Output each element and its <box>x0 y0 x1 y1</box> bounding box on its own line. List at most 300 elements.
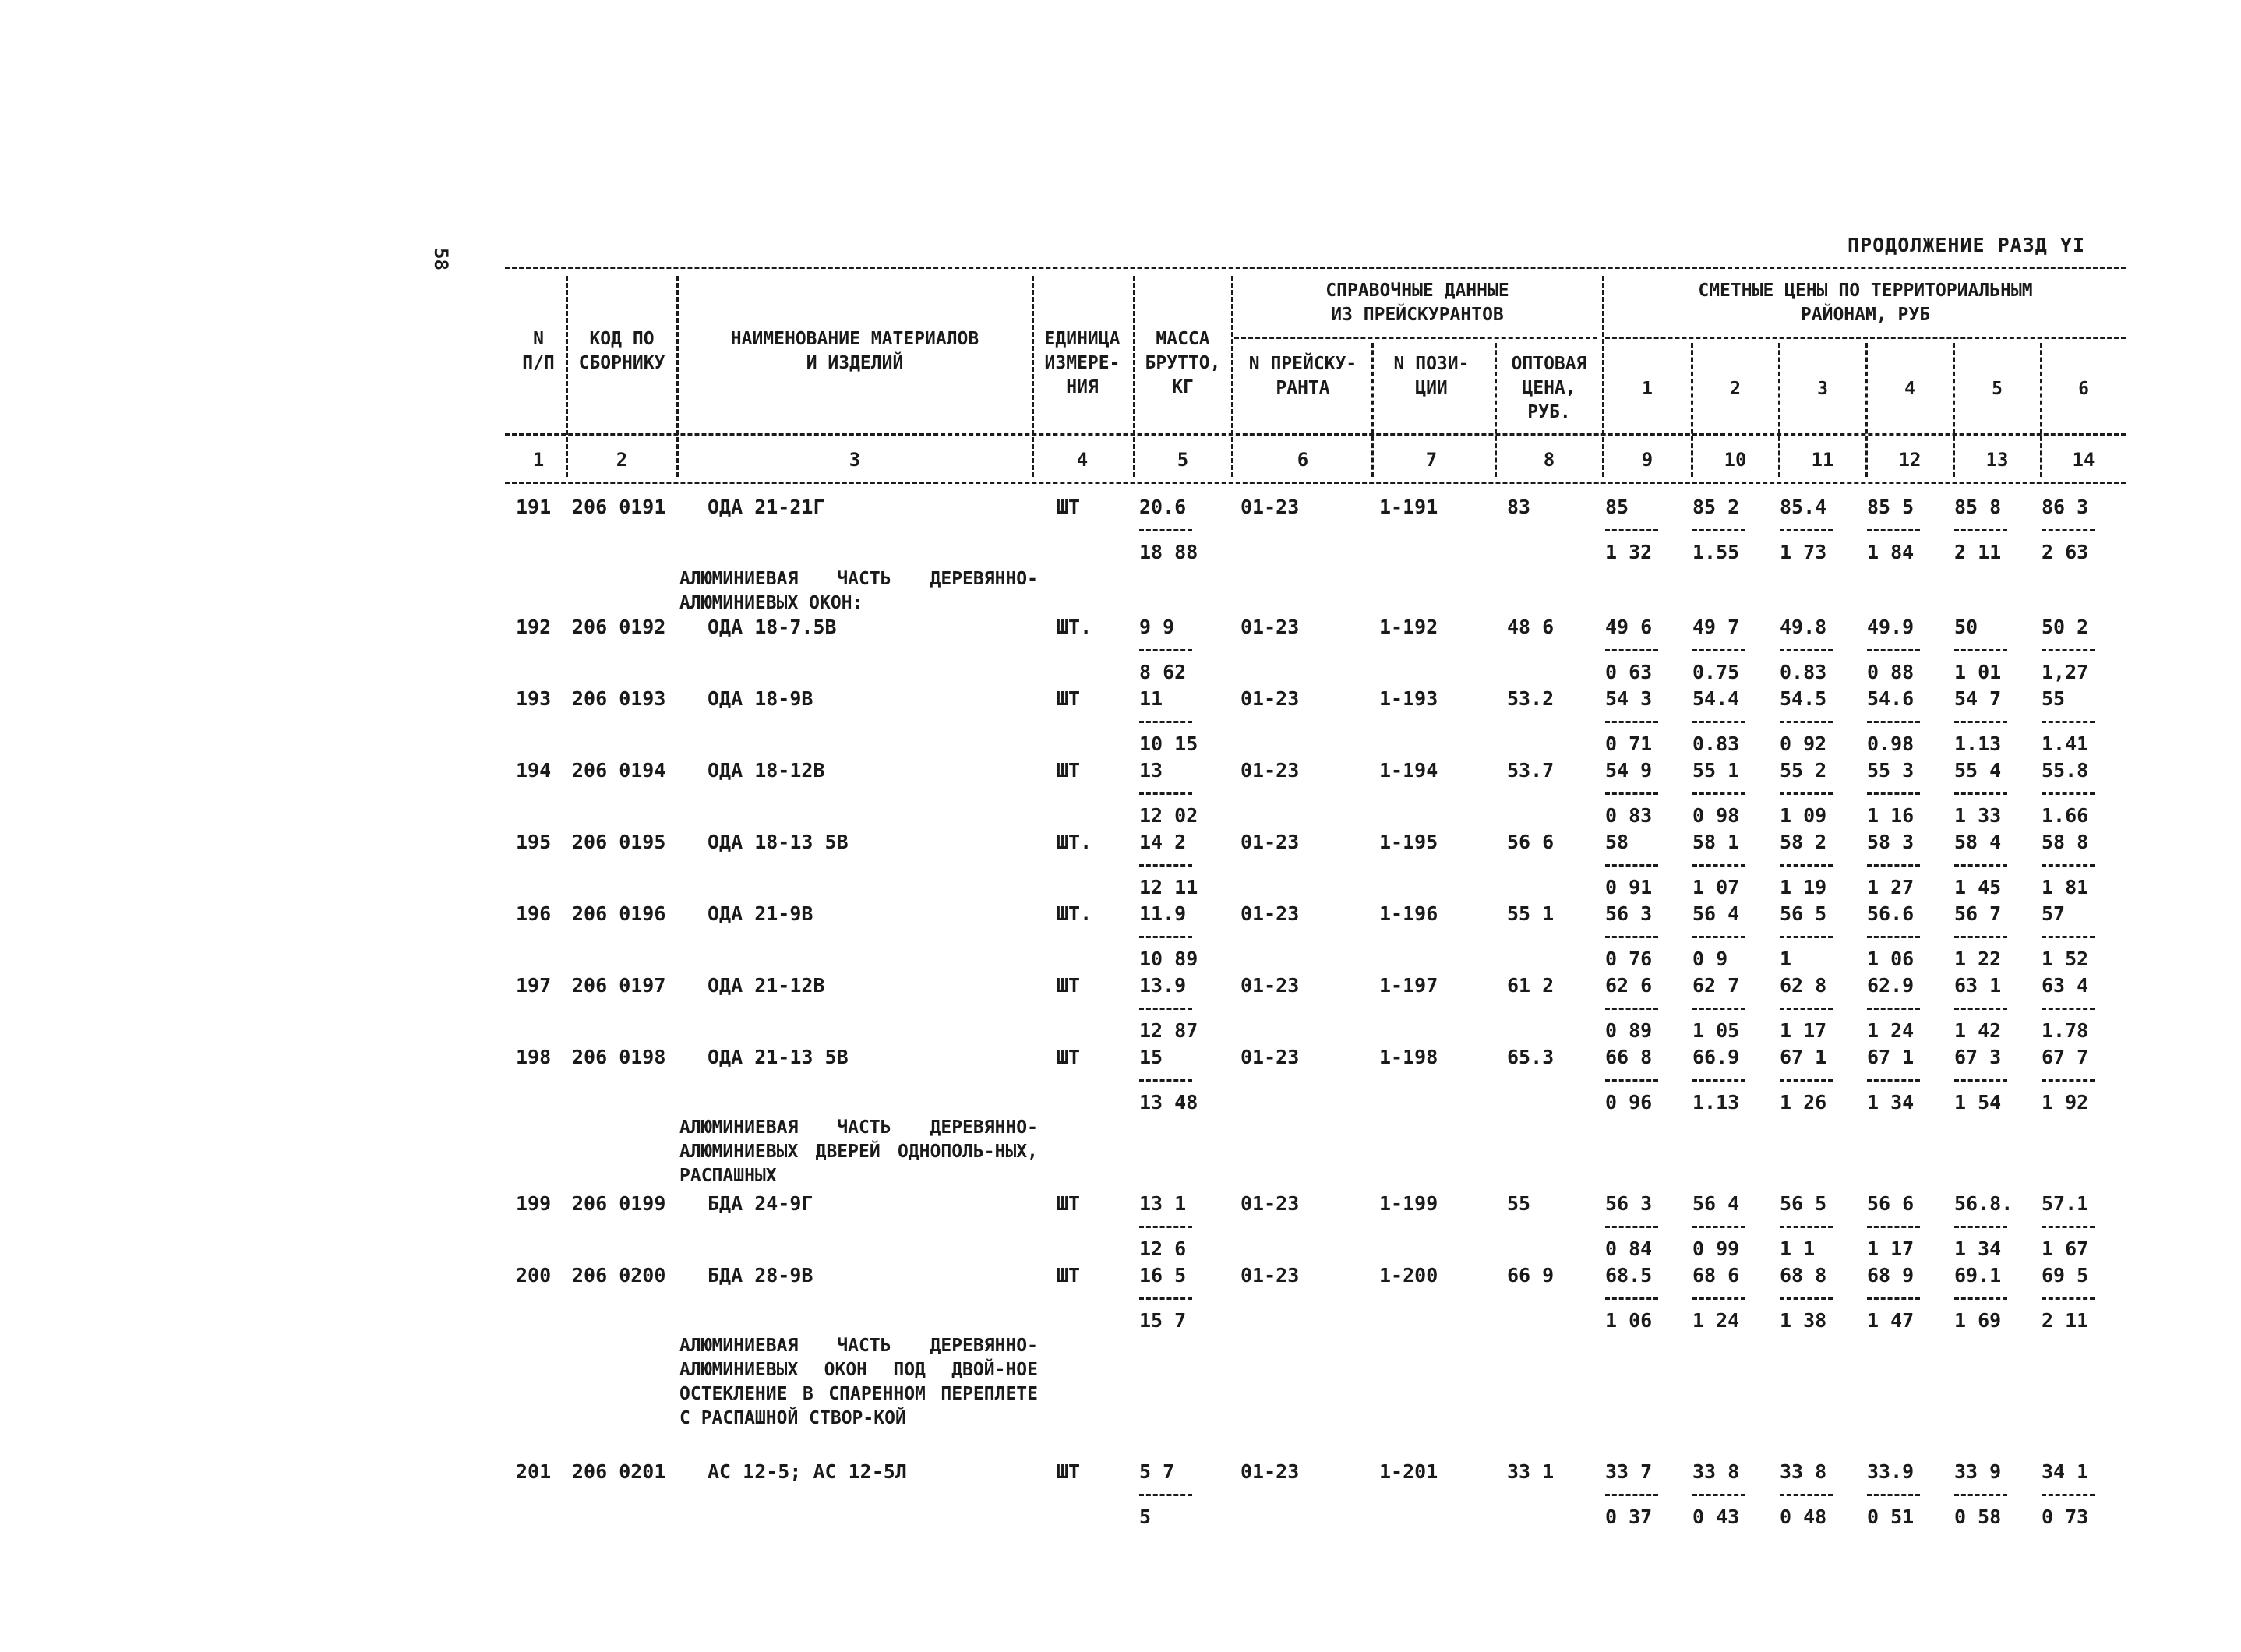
row-region-price-top: 68.5 <box>1605 1264 1653 1287</box>
row-region-price <box>2042 1264 2095 1332</box>
fraction-bar <box>2042 936 2095 938</box>
fraction-bar <box>1867 529 1920 531</box>
fraction-bar <box>1867 1008 1920 1010</box>
row-mass-top: 20.6 <box>1139 496 1187 518</box>
header-bottom-rule <box>505 433 2126 436</box>
row-unit: ШТ. <box>1057 902 1092 925</box>
row-region-price-top: 63 1 <box>1954 974 2002 997</box>
row-position: 1-191 <box>1379 496 1438 518</box>
row-region-price <box>1605 496 1658 563</box>
row-region-price-bottom: 1.55 <box>1692 541 1740 563</box>
section-continuation-title: ПРОДОЛЖЕНИЕ РАЗД YI <box>1848 234 2085 256</box>
row-region-price-top: 67 1 <box>1867 1046 1915 1068</box>
row-region-price-bottom: 2 11 <box>1954 541 2002 563</box>
row-number: 194 <box>516 759 552 782</box>
header-np: N П/П <box>522 329 555 373</box>
fraction-bar <box>1780 721 1833 723</box>
fraction-bar <box>1954 1226 2007 1228</box>
header-region: 4 <box>1904 379 1915 399</box>
row-region-price <box>1780 902 1833 970</box>
row-region-price-bottom: 1 52 <box>2042 948 2089 970</box>
row-region-price-bottom: 0.83 <box>1692 732 1740 755</box>
fraction-bar <box>1780 529 1833 531</box>
fraction-bar <box>1605 1008 1658 1010</box>
row-region-price-bottom: 1 17 <box>1867 1237 1915 1260</box>
row-region-price-top: 68 6 <box>1692 1264 1740 1287</box>
row-region-price-bottom: 1 47 <box>1867 1309 1915 1332</box>
row-region-price <box>1692 1046 1745 1114</box>
group-prices-rule <box>1605 337 2126 339</box>
fraction-bar <box>1692 1079 1745 1082</box>
column-number: 6 <box>1297 449 1309 471</box>
row-wholesale: 65.3 <box>1507 1046 1555 1068</box>
row-region-price-top: 62 7 <box>1692 974 1740 997</box>
row-mass <box>1139 902 1198 970</box>
row-mass-top: 13 1 <box>1139 1192 1187 1215</box>
row-mass-bottom: 13 48 <box>1139 1091 1198 1114</box>
fraction-bar <box>1954 649 2007 651</box>
row-region-price-bottom: 1 01 <box>1954 661 2002 683</box>
row-region-price <box>1867 1460 1920 1528</box>
row-pricelist: 01-23 <box>1240 759 1300 782</box>
row-position: 1-200 <box>1379 1264 1438 1287</box>
fraction-bar <box>1692 864 1745 867</box>
row-name: ОДА 18-13 5В <box>708 831 849 853</box>
row-region-price-top: 55 4 <box>1954 759 2002 782</box>
fraction-bar <box>1139 1008 1192 1010</box>
row-name: АС 12-5; АС 12-5Л <box>708 1460 907 1483</box>
row-region-price-bottom: 1 16 <box>1867 804 1915 827</box>
row-position: 1-197 <box>1379 974 1438 997</box>
fraction-bar <box>1867 1079 1920 1082</box>
row-code: 206 0196 <box>572 902 666 925</box>
row-position: 1-195 <box>1379 831 1438 853</box>
header-unit: ЕДИНИЦА ИЗМЕРЕ- НИЯ <box>1044 329 1120 397</box>
row-number: 195 <box>516 831 552 853</box>
column-number: 9 <box>1641 449 1653 471</box>
row-name: ОДА 18-12В <box>708 759 825 782</box>
row-region-price-top: 49.9 <box>1867 616 1915 638</box>
row-mass <box>1139 1192 1192 1260</box>
fraction-bar <box>1954 1297 2007 1300</box>
row-region-price-top: 58 <box>1605 831 1629 853</box>
row-region-price-top: 50 <box>1954 616 1978 638</box>
row-mass-bottom: 10 89 <box>1139 948 1198 970</box>
row-region-price-top: 63 4 <box>2042 974 2089 997</box>
row-region-price-top: 56 3 <box>1605 902 1653 925</box>
column-number: 3 <box>849 449 861 471</box>
row-region-price-bottom: 1,27 <box>2042 661 2089 683</box>
row-region-price <box>1605 616 1658 683</box>
row-region-price-top: 54.4 <box>1692 687 1740 710</box>
row-region-price <box>1954 616 2007 683</box>
row-unit: ШТ <box>1057 1192 1081 1215</box>
row-code: 206 0193 <box>572 687 666 710</box>
fraction-bar <box>1139 936 1192 938</box>
fraction-bar <box>1780 1297 1833 1300</box>
column-number-rule <box>505 482 2126 484</box>
row-pricelist: 01-23 <box>1240 687 1300 710</box>
row-region-price-top: 54.6 <box>1867 687 1915 710</box>
column-number: 2 <box>616 449 628 471</box>
fraction-bar <box>1867 864 1920 867</box>
fraction-bar <box>2042 721 2095 723</box>
row-region-price-bottom: 0.75 <box>1692 661 1740 683</box>
row-mass <box>1139 1264 1192 1332</box>
row-region-price-top: 50 2 <box>2042 616 2089 638</box>
row-region-price-bottom: 0.98 <box>1867 732 1915 755</box>
row-region-price-bottom: 1.13 <box>1692 1091 1740 1114</box>
row-region-price-top: 58 2 <box>1780 831 1827 853</box>
row-name: ОДА 21-13 5В <box>708 1046 849 1068</box>
row-region-price <box>2042 687 2095 755</box>
row-region-price-bottom: 1 27 <box>1867 876 1915 898</box>
header-mass: МАССА БРУТТО, КГ <box>1145 329 1221 397</box>
row-region-price <box>1605 902 1658 970</box>
row-code: 206 0200 <box>572 1264 666 1287</box>
fraction-bar <box>1605 1226 1658 1228</box>
row-region-price-bottom: 2 63 <box>2042 541 2089 563</box>
fraction-bar <box>1139 1079 1192 1082</box>
row-region-price-bottom: 1 45 <box>1954 876 2002 898</box>
row-region-price <box>1867 974 1920 1042</box>
fraction-bar <box>1867 721 1920 723</box>
row-unit: ШТ <box>1057 496 1081 518</box>
row-region-price-top: 62 8 <box>1780 974 1827 997</box>
row-position: 1-199 <box>1379 1192 1438 1215</box>
fraction-bar <box>1139 1494 1192 1496</box>
fraction-bar <box>1954 721 2007 723</box>
column-number: 14 <box>2072 449 2095 471</box>
fraction-bar <box>1605 864 1658 867</box>
row-region-price <box>1605 1192 1658 1260</box>
row-position: 1-194 <box>1379 759 1438 782</box>
fraction-bar <box>1780 1494 1833 1496</box>
fraction-bar <box>1780 1079 1833 1082</box>
row-name: БДА 24-9Г <box>708 1192 813 1215</box>
fraction-bar <box>1954 1494 2007 1496</box>
row-region-price-top: 58 3 <box>1867 831 1915 853</box>
row-region-price <box>1867 1192 1920 1260</box>
row-code: 206 0195 <box>572 831 666 853</box>
row-mass <box>1139 496 1198 563</box>
row-mass <box>1139 1046 1198 1114</box>
fraction-bar <box>2042 864 2095 867</box>
fraction-bar <box>2042 1494 2095 1496</box>
column-number: 4 <box>1076 449 1089 471</box>
row-mass-top: 5 7 <box>1139 1460 1175 1483</box>
section-heading: АЛЮМИНИЕВАЯ ЧАСТЬ ДЕРЕВЯННО-АЛЮМИНИЕВЫХ ОКОН ПОД ДВОЙ-НОЕ ОСТЕКЛЕНИЕ В СПАРЕННОМ ПЕРЕПЛЕТЕ С РАСПАШНОЙ СТВОР-КОЙ <box>679 1336 1038 1428</box>
row-region-price <box>2042 974 2095 1042</box>
row-region-price-bottom: 1 19 <box>1780 876 1827 898</box>
row-region-price-bottom: 1 42 <box>1954 1019 2002 1042</box>
row-mass-bottom: 5 <box>1139 1506 1152 1528</box>
column-number: 10 <box>1724 449 1747 471</box>
row-region-price-top: 56.6 <box>1867 902 1915 925</box>
row-region-price <box>1605 974 1658 1042</box>
row-region-price-bottom: 1 06 <box>1605 1309 1653 1332</box>
row-region-price-bottom: 0 48 <box>1780 1506 1827 1528</box>
row-name: БДА 28-9В <box>708 1264 813 1287</box>
row-region-price <box>2042 1460 2095 1528</box>
row-mass-top: 15 <box>1139 1046 1163 1068</box>
header-position: N ПОЗИ- ЦИИ <box>1393 354 1470 398</box>
row-mass-top: 13.9 <box>1139 974 1187 997</box>
row-region-price <box>2042 1192 2095 1260</box>
row-region-price-bottom: 0 63 <box>1605 661 1653 683</box>
row-region-price-bottom: 0 92 <box>1780 732 1827 755</box>
row-region-price-top: 55 2 <box>1780 759 1827 782</box>
row-region-price <box>1692 1460 1745 1528</box>
fraction-bar <box>1954 529 2007 531</box>
page-number: 58 <box>430 248 452 270</box>
row-region-price-top: 67 7 <box>2042 1046 2089 1068</box>
fraction-bar <box>1605 1297 1658 1300</box>
fraction-bar <box>1139 721 1192 723</box>
fraction-bar <box>1692 529 1745 531</box>
row-region-price <box>1954 1046 2007 1114</box>
row-pricelist: 01-23 <box>1240 616 1300 638</box>
fraction-bar <box>2042 1297 2095 1300</box>
row-region-price-bottom: 1.78 <box>2042 1019 2089 1042</box>
row-unit: ШТ <box>1057 687 1081 710</box>
row-region-price <box>1780 759 1833 827</box>
row-region-price <box>1867 616 1920 683</box>
row-region-price-bottom: 0 98 <box>1692 804 1740 827</box>
row-region-price-top: 54 9 <box>1605 759 1653 782</box>
row-region-price-top: 66 8 <box>1605 1046 1653 1068</box>
row-region-price <box>1605 1046 1658 1114</box>
row-region-price-bottom: 0 99 <box>1692 1237 1740 1260</box>
row-region-price-top: 69.1 <box>1954 1264 2002 1287</box>
row-region-price <box>2042 496 2095 563</box>
row-region-price <box>1954 974 2007 1042</box>
row-region-price-top: 33 8 <box>1780 1460 1827 1483</box>
row-region-price-bottom: 1 92 <box>2042 1091 2089 1114</box>
row-region-price-bottom: 1 05 <box>1692 1019 1740 1042</box>
column-number: 1 <box>532 449 545 471</box>
row-region-price <box>1867 902 1920 970</box>
row-region-price-top: 67 1 <box>1780 1046 1827 1068</box>
fraction-bar <box>1139 1226 1192 1228</box>
fraction-bar <box>1780 1226 1833 1228</box>
fraction-bar <box>1692 649 1745 651</box>
row-region-price-bottom: 1 34 <box>1867 1091 1915 1114</box>
fraction-bar <box>1692 1494 1745 1496</box>
section-heading: АЛЮМИНИЕВАЯ ЧАСТЬ ДЕРЕВЯННО-АЛЮМИНИЕВЫХ ОКОН: <box>679 569 1038 613</box>
row-unit: ШТ <box>1057 1460 1081 1483</box>
row-number: 201 <box>516 1460 552 1483</box>
row-mass-top: 16 5 <box>1139 1264 1187 1287</box>
fraction-bar <box>1605 1079 1658 1082</box>
row-region-price-bottom: 1 32 <box>1605 541 1653 563</box>
header-top-rule <box>505 267 2126 269</box>
row-mass-bottom: 8 62 <box>1139 661 1187 683</box>
header-region: 5 <box>1992 379 2003 399</box>
row-region-price <box>1780 1046 1833 1114</box>
col-separator <box>566 276 568 477</box>
fraction-bar <box>1605 792 1658 795</box>
row-mass-top: 13 <box>1139 759 1163 782</box>
row-mass-bottom: 15 7 <box>1139 1309 1187 1332</box>
row-mass-top: 11 <box>1139 687 1163 710</box>
row-region-price <box>1692 974 1745 1042</box>
row-region-price <box>1692 831 1745 898</box>
fraction-bar <box>2042 792 2095 795</box>
row-number: 200 <box>516 1264 552 1287</box>
row-name: ОДА 21-21Г <box>708 496 825 518</box>
row-wholesale: 66 9 <box>1507 1264 1555 1287</box>
header-region: 2 <box>1730 379 1741 399</box>
fraction-bar <box>1867 792 1920 795</box>
row-region-price <box>2042 759 2095 827</box>
row-region-price-bottom: 1 09 <box>1780 804 1827 827</box>
row-region-price-bottom: 0 76 <box>1605 948 1653 970</box>
header-region: 3 <box>1817 379 1828 399</box>
row-region-price-top: 66.9 <box>1692 1046 1740 1068</box>
row-region-price <box>1605 831 1658 898</box>
row-region-price-bottom: 0.83 <box>1780 661 1827 683</box>
row-wholesale: 83 <box>1507 496 1531 518</box>
row-pricelist: 01-23 <box>1240 1046 1300 1068</box>
row-region-price-top: 56 3 <box>1605 1192 1653 1215</box>
row-region-price-top: 56 4 <box>1692 1192 1740 1215</box>
row-region-price-top: 69 5 <box>2042 1264 2089 1287</box>
row-region-price <box>1954 1460 2007 1528</box>
row-pricelist: 01-23 <box>1240 496 1300 518</box>
header-group-prices: СМЕТНЫЕ ЦЕНЫ ПО ТЕРРИТОРИАЛЬНЫМ РАЙОНАМ, РУБ <box>1698 281 2033 325</box>
row-name: ОДА 21-9В <box>708 902 813 925</box>
row-region-price-bottom: 1 24 <box>1867 1019 1915 1042</box>
row-region-price-top: 33 8 <box>1692 1460 1740 1483</box>
row-pricelist: 01-23 <box>1240 902 1300 925</box>
row-region-price <box>1867 496 1920 563</box>
row-region-price-bottom: 1 73 <box>1780 541 1827 563</box>
row-number: 192 <box>516 616 552 638</box>
header-code: КОД ПО СБОРНИКУ <box>578 329 665 373</box>
row-region-price-top: 85 5 <box>1867 496 1915 518</box>
row-region-price-top: 58 8 <box>2042 831 2089 853</box>
row-wholesale: 53.7 <box>1507 759 1555 782</box>
row-region-price-top: 85 8 <box>1954 496 2002 518</box>
row-region-price-bottom: 1.13 <box>1954 732 2002 755</box>
row-region-price <box>1780 1460 1833 1528</box>
row-unit: ШТ <box>1057 974 1081 997</box>
fraction-bar <box>1954 1079 2007 1082</box>
column-number: 11 <box>1811 449 1834 471</box>
fraction-bar <box>1780 864 1833 867</box>
row-region-price-bottom: 0 71 <box>1605 732 1653 755</box>
row-region-price-bottom: 1 81 <box>2042 876 2089 898</box>
row-region-price-top: 58 4 <box>1954 831 2002 853</box>
row-region-price-bottom: 2 11 <box>2042 1309 2089 1332</box>
fraction-bar <box>1692 1297 1745 1300</box>
row-region-price <box>1867 1046 1920 1114</box>
fraction-bar <box>1867 649 1920 651</box>
row-unit: ШТ <box>1057 1046 1081 1068</box>
row-region-price <box>1954 831 2007 898</box>
row-region-price <box>1692 687 1745 755</box>
row-region-price-top: 54 3 <box>1605 687 1653 710</box>
row-region-price-bottom: 0 43 <box>1692 1506 1740 1528</box>
row-region-price <box>1954 496 2007 563</box>
fraction-bar <box>1605 936 1658 938</box>
row-region-price-top: 55 1 <box>1692 759 1740 782</box>
row-region-price-top: 55.8 <box>2042 759 2089 782</box>
row-region-price-bottom: 1 17 <box>1780 1019 1827 1042</box>
row-pricelist: 01-23 <box>1240 974 1300 997</box>
row-region-price-bottom: 0 89 <box>1605 1019 1653 1042</box>
row-region-price <box>1954 687 2007 755</box>
row-region-price <box>1954 759 2007 827</box>
row-position: 1-201 <box>1379 1460 1438 1483</box>
row-region-price-bottom: 1 67 <box>2042 1237 2089 1260</box>
row-region-price-bottom: 1 1 <box>1780 1237 1816 1260</box>
col-separator <box>676 276 679 477</box>
row-region-price <box>1692 1264 1745 1332</box>
header-region: 1 <box>1642 379 1653 399</box>
section-heading: АЛЮМИНИЕВАЯ ЧАСТЬ ДЕРЕВЯННО-АЛЮМИНИЕВЫХ ДВЕРЕЙ ОДНОПОЛЬ-НЫХ, РАСПАШНЫХ <box>679 1117 1038 1186</box>
row-region-price-top: 85 <box>1605 496 1629 518</box>
row-region-price <box>1867 831 1920 898</box>
row-region-price-bottom: 1 33 <box>1954 804 2002 827</box>
fraction-bar <box>1954 792 2007 795</box>
row-pricelist: 01-23 <box>1240 1192 1300 1215</box>
row-region-price <box>1605 687 1658 755</box>
fraction-bar <box>2042 1008 2095 1010</box>
row-region-price <box>2042 902 2095 970</box>
row-region-price <box>1780 1192 1833 1260</box>
row-region-price <box>1867 1264 1920 1332</box>
row-region-price-bottom: 1 06 <box>1867 948 1915 970</box>
row-region-price-top: 54.5 <box>1780 687 1827 710</box>
fraction-bar <box>1139 649 1192 651</box>
row-mass <box>1139 687 1198 755</box>
row-code: 206 0194 <box>572 759 666 782</box>
row-region-price-top: 49.8 <box>1780 616 1827 638</box>
fraction-bar <box>1867 936 1920 938</box>
row-region-price <box>1605 1264 1658 1332</box>
fraction-bar <box>1867 1226 1920 1228</box>
row-region-price <box>1692 616 1745 683</box>
row-mass-bottom: 12 6 <box>1139 1237 1187 1260</box>
header-pricelist: N ПРЕЙСКУ- РАНТА <box>1248 354 1357 398</box>
fraction-bar <box>1780 792 1833 795</box>
row-region-price-top: 54 7 <box>1954 687 2002 710</box>
header-region: 6 <box>2078 379 2089 399</box>
row-region-price-bottom: 1 22 <box>1954 948 2002 970</box>
fraction-bar <box>1139 864 1192 867</box>
row-pricelist: 01-23 <box>1240 831 1300 853</box>
row-wholesale: 56 6 <box>1507 831 1555 853</box>
row-region-price-bottom: 1 26 <box>1780 1091 1827 1114</box>
col-separator <box>1602 276 1604 477</box>
row-region-price-bottom: 0 9 <box>1692 948 1728 970</box>
row-name: ОДА 18-7.5В <box>708 616 837 638</box>
row-region-price <box>1954 902 2007 970</box>
row-region-price-top: 55 3 <box>1867 759 1915 782</box>
row-unit: ШТ <box>1057 1264 1081 1287</box>
row-mass-bottom: 18 88 <box>1139 541 1198 563</box>
row-region-price <box>1780 496 1833 563</box>
row-code: 206 0197 <box>572 974 666 997</box>
row-code: 206 0198 <box>572 1046 666 1068</box>
row-number: 199 <box>516 1192 552 1215</box>
row-pricelist: 01-23 <box>1240 1264 1300 1287</box>
row-region-price-bottom: 1 84 <box>1867 541 1915 563</box>
row-region-price-top: 56 5 <box>1780 1192 1827 1215</box>
row-mass-bottom: 12 87 <box>1139 1019 1198 1042</box>
